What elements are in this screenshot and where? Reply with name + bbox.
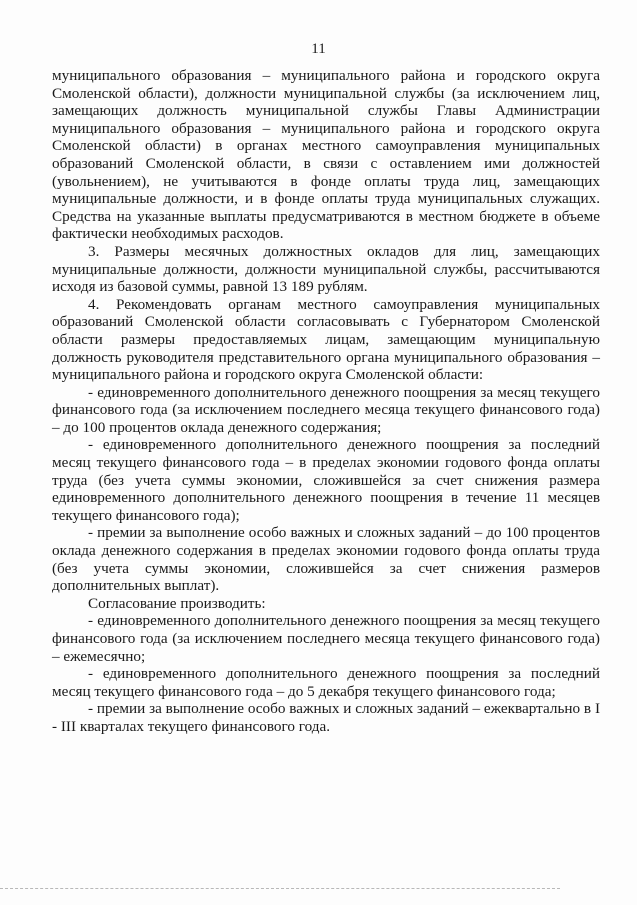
list-item-approval-december: - единовременного дополнительного денежного поощрения за последний месяц текущего финансового года – до 5 декабря текущего финансового года; — [52, 665, 600, 700]
paragraph-item-4: 4. Рекомендовать органам местного самоуправления муниципальных образований Смоленской области согласовывать с Губернатором Смоленской области размеры предоставляемых лицам, замещающим муниципальную должность руководителя представительного органа муниципального образования – муниципального района и городского округа Смоленской области: — [52, 295, 600, 384]
paragraph-continuation: муниципального образования – муниципального района и городского округа Смоленской области), должности муниципальной службы (за исключением лиц, замещающих должность муниципальной службы Главы Администрации муниципального образования – муниципального района и городского округа Смоленской области) в органах местного самоуправления муниципальных образований Смоленской области, в связи с оставлением ими должностей (увольнением), не учитываются в фонде оплаты труда лиц, замещающих муниципальные должности, и в фонде оплаты труда муниципальных служащих. Средства на указанные выплаты предусматриваются в местном бюджете в объеме фактически необходимых расходов. — [52, 67, 600, 243]
document-body — [52, 67, 600, 736]
footer-divider — [0, 888, 560, 889]
page-number: 11 — [311, 41, 326, 57]
paragraph-approval-heading: Согласование производить: — [88, 594, 266, 612]
list-item-special-tasks-bonus: - премии за выполнение особо важных и сложных заданий – до 100 процентов оклада денежного содержания в пределах экономии годового фонда оплаты труда (без учета суммы экономии, сложившейся за счет снижения размеров дополнительных выплат). — [52, 524, 600, 595]
list-item-approval-monthly: - единовременного дополнительного денежного поощрения за месяц текущего финансового года (за исключением последнего месяца текущего финансового года) – ежемесячно; — [52, 612, 600, 665]
list-item-monthly-bonus: - единовременного дополнительного денежного поощрения за месяц текущего финансового года (за исключением последнего месяца текущего финансового года) – до 100 процентов оклада денежного содержания; — [52, 383, 600, 436]
list-item-last-month-bonus: - единовременного дополнительного денежного поощрения за последний месяц текущего финансового года – в пределах экономии годового фонда оплаты труда (без учета суммы экономии, сложившейся за счет снижения размера единовременного дополнительного денежного поощрения в течение 11 месяцев текущего финансового года); — [52, 436, 600, 524]
paragraph-item-3: 3. Размеры месячных должностных окладов для лиц, замещающих муниципальные должности, должности муниципальной службы, рассчитываются исходя из базовой суммы, равной 13 189 рублям. — [52, 242, 600, 296]
list-item-approval-quarterly: - премии за выполнение особо важных и сложных заданий – ежеквартально в I - III кварталах текущего финансового года. — [52, 700, 600, 735]
